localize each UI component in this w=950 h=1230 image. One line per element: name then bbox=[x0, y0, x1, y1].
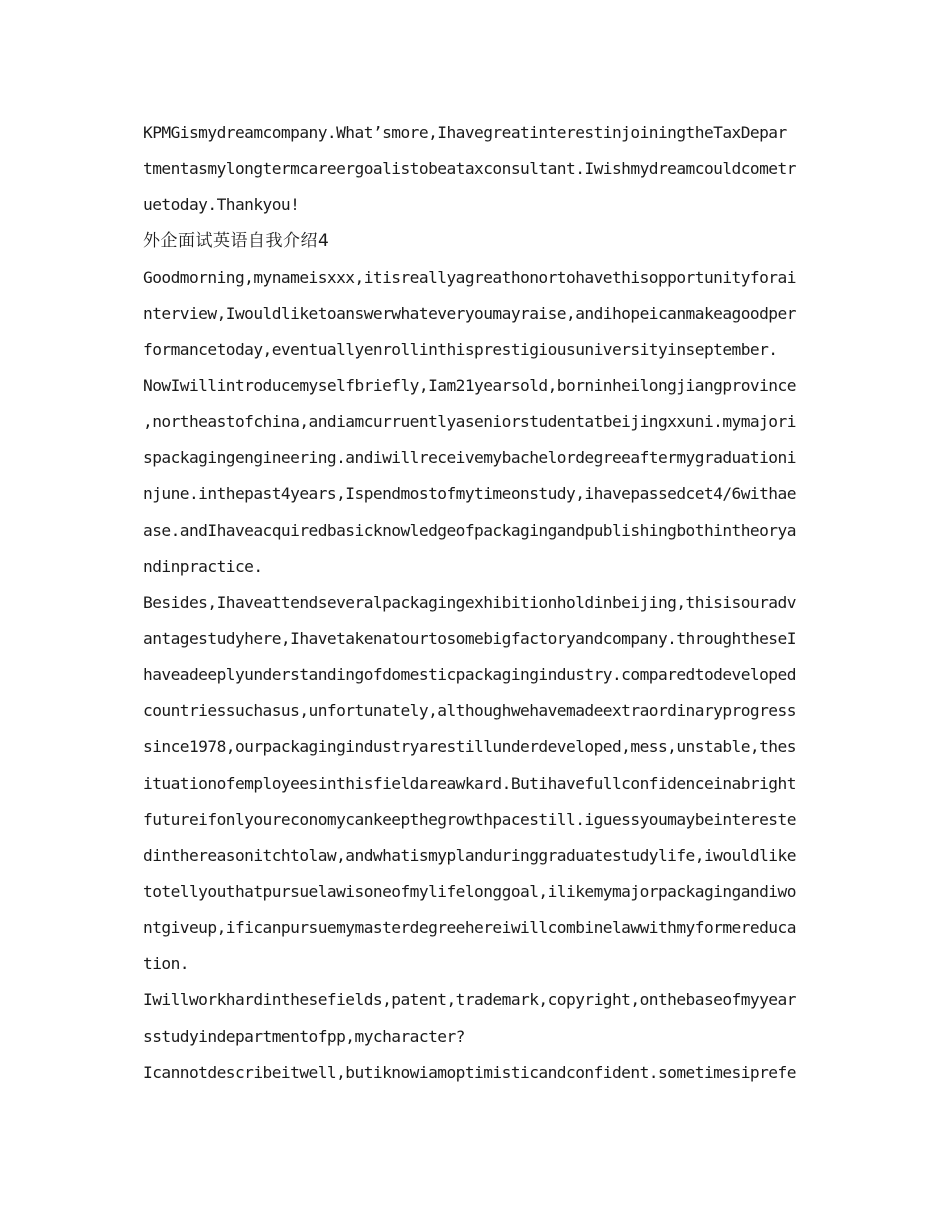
section-heading: 外企面试英语自我介绍4 bbox=[143, 231, 330, 252]
text-line: antagestudyhere,Ihavetakenatourtosomebigfactoryandcompany.throughtheseI bbox=[143, 628, 796, 648]
text-line: Goodmorning,mynameisxxx,itisreallyagreathonortohavethisopportunityforai bbox=[143, 267, 796, 287]
text-line: ndinpractice. bbox=[143, 556, 263, 576]
text-line: KPMGismydreamcompany.What’smore,IhavegreatinterestinjoiningtheTaxDepar bbox=[143, 123, 787, 142]
text-line: tion. bbox=[143, 954, 189, 974]
text-line: countriessuchasus,unfortunately,althoughwehavemadeextraordinaryprogress bbox=[143, 701, 796, 721]
text-line: spackagingengineering.andiwillreceivemybachelordegreeaftermygraduationi bbox=[143, 448, 796, 468]
text-line: NowIwillintroducemyselfbriefly,Iam21yearsold,borninheilongjiangprovince bbox=[143, 375, 796, 395]
text-line: tmentasmylongtermcareergoalistobeataxconsultant.Iwishmydreamcouldcometr bbox=[143, 159, 796, 179]
text-line: sstudyindepartmentofpp,mycharacter? bbox=[143, 1026, 465, 1046]
text-line: since1978,ourpackagingindustryarestillunderdeveloped,mess,unstable,thes bbox=[143, 737, 796, 757]
text-line: uetoday.Thankyou! bbox=[143, 195, 300, 215]
text-line: ,northeastofchina,andiamcurruentlyaseniorstudentatbeijingxxuni.mymajori bbox=[143, 412, 796, 432]
text-line: Besides,Ihaveattendseveralpackagingexhibitionholdinbeijing,thisisouradv bbox=[143, 592, 796, 612]
text-line: dinthereasonitchtolaw,andwhatismyplanduringgraduatestudylife,iwouldlike bbox=[143, 845, 796, 865]
text-line: Iwillworkhardinthesefields,patent,trademark,copyright,onthebaseofmyyear bbox=[143, 990, 796, 1010]
text-line: ntgiveup,ificanpursuemymasterdegreehereiwillcombinelawwithmyformereduca bbox=[143, 918, 796, 938]
text-line: ituationofemployeesinthisfieldareawkard.Butihavefullconfidenceinabright bbox=[143, 773, 796, 793]
text-line: Icannotdescribeitwell,butiknowiamoptimisticandconfident.sometimesiprefe bbox=[143, 1062, 796, 1082]
text-line: nterview,Iwouldliketoanswerwhateveryoumayraise,andihopeicanmakeagoodper bbox=[143, 303, 796, 323]
text-line: njune.inthepast4years,Ispendmostofmytimeonstudy,ihavepassedcet4/6withae bbox=[143, 484, 796, 504]
text-line: formancetoday,eventuallyenrollinthisprestigiousuniversityinseptember. bbox=[143, 339, 778, 359]
document-page bbox=[143, 115, 808, 1091]
text-line: totellyouthatpursuelawisoneofmylifelonggoal,ilikemymajorpackagingandiwo bbox=[143, 881, 796, 901]
text-line: haveadeeplyunderstandingofdomesticpackagingindustry.comparedtodeveloped bbox=[143, 665, 796, 685]
text-line: ase.andIhaveacquiredbasicknowledgeofpackagingandpublishingbothintheorya bbox=[143, 520, 796, 540]
text-line: futureifonlyoureconomycankeepthegrowthpacestill.iguessyoumaybeintereste bbox=[143, 809, 796, 829]
